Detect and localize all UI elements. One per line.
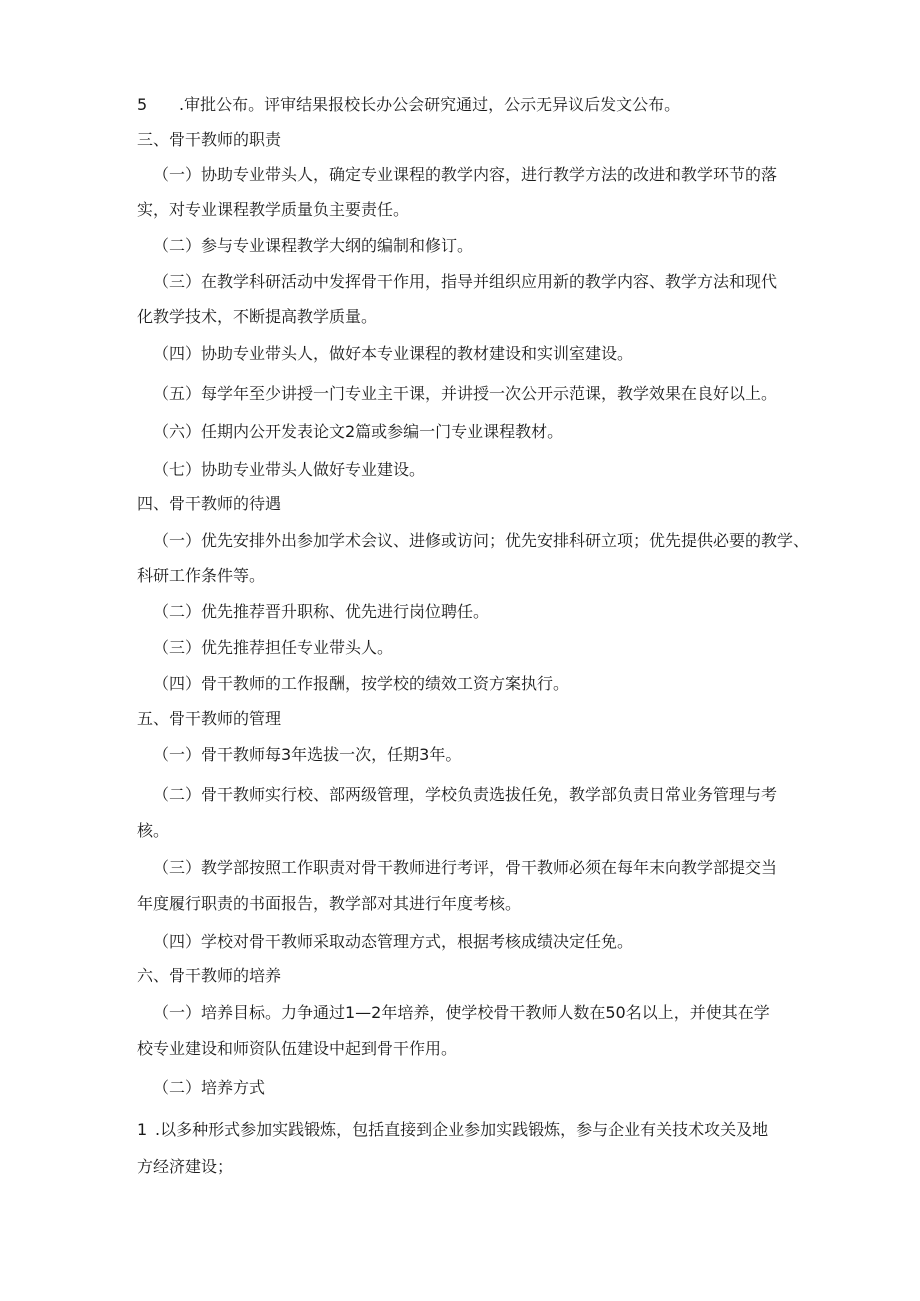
section-heading: 三、骨干教师的职责: [137, 130, 282, 149]
item-number: 1: [137, 1120, 148, 1139]
paragraph-line: （一）优先安排外出参加学术会议、进修或访问；优先安排科研立项；优先提供必要的教学、: [153, 531, 810, 550]
paragraph-line: （一）骨干教师每3年选拔一次，任期3年。: [153, 745, 462, 764]
line-text: .以多种形式参加实践锻炼，包括直接到企业参加实践锻炼，参与企业有关技术攻关及地: [155, 1120, 769, 1139]
paragraph-line: 科研工作条件等。: [137, 566, 266, 585]
paragraph-line: （四）骨干教师的工作报酬，按学校的绩效工资方案执行。: [153, 674, 570, 693]
paragraph-line: （五）每学年至少讲授一门专业主干课，并讲授一次公开示范课，教学效果在良好以上。: [153, 384, 778, 403]
paragraph-line: （二）参与专业课程教学大纲的编制和修订。: [153, 236, 474, 255]
section-heading: 四、骨干教师的待遇: [137, 494, 282, 513]
paragraph-line: （一）培养目标。力争通过1—2年培养，使学校骨干教师人数在50名以上，并使其在学: [153, 1003, 770, 1022]
paragraph-line: （三）优先推荐担任专业带头人。: [153, 638, 394, 657]
paragraph-line: [137, 1120, 768, 1140]
paragraph-line: （六）任期内公开发表论文2篇或参编一门专业课程教材。: [153, 422, 564, 441]
paragraph-line: 化教学技术，不断提高教学质量。: [137, 307, 378, 326]
item-number: 5: [137, 95, 148, 114]
paragraph-line: （四）协助专业带头人，做好本专业课程的教材建设和实训室建设。: [153, 344, 634, 363]
section-heading: 六、骨干教师的培养: [137, 966, 282, 985]
paragraph-line: 方经济建设；: [137, 1157, 234, 1176]
paragraph-line: （二）优先推荐晋升职称、优先进行岗位聘任。: [153, 602, 490, 621]
paragraph-line: （四）学校对骨干教师采取动态管理方式，根据考核成绩决定任免。: [153, 932, 634, 951]
paragraph-line: （三）教学部按照工作职责对骨干教师进行考评，骨干教师必须在每年末向教学部提交当: [153, 858, 778, 877]
paragraph-line: 核。: [137, 821, 170, 840]
paragraph-line: （七）协助专业带头人做好专业建设。: [153, 460, 426, 479]
section-heading: 五、骨干教师的管理: [137, 709, 282, 728]
paragraph-line: （一）协助专业带头人，确定专业课程的教学内容，进行教学方法的改进和教学环节的落: [153, 165, 778, 184]
paragraph-line: 校专业建设和师资队伍建设中起到骨干作用。: [137, 1039, 458, 1058]
sub-heading: （二）培养方式: [153, 1078, 266, 1097]
paragraph-line: （三）在教学科研活动中发挥骨干作用，指导并组织应用新的教学内容、教学方法和现代: [153, 272, 778, 291]
line-text: .审批公布。评审结果报校长办公会研究通过，公示无异议后发文公布。: [179, 95, 681, 114]
paragraph-line: 年度履行职责的书面报告，教学部对其进行年度考核。: [137, 894, 522, 913]
paragraph-line: [137, 95, 680, 115]
paragraph-line: 实，对专业课程教学质量负主要责任。: [137, 200, 410, 219]
paragraph-line: （二）骨干教师实行校、部两级管理，学校负责选拔任免，教学部负责日常业务管理与考: [153, 785, 778, 804]
